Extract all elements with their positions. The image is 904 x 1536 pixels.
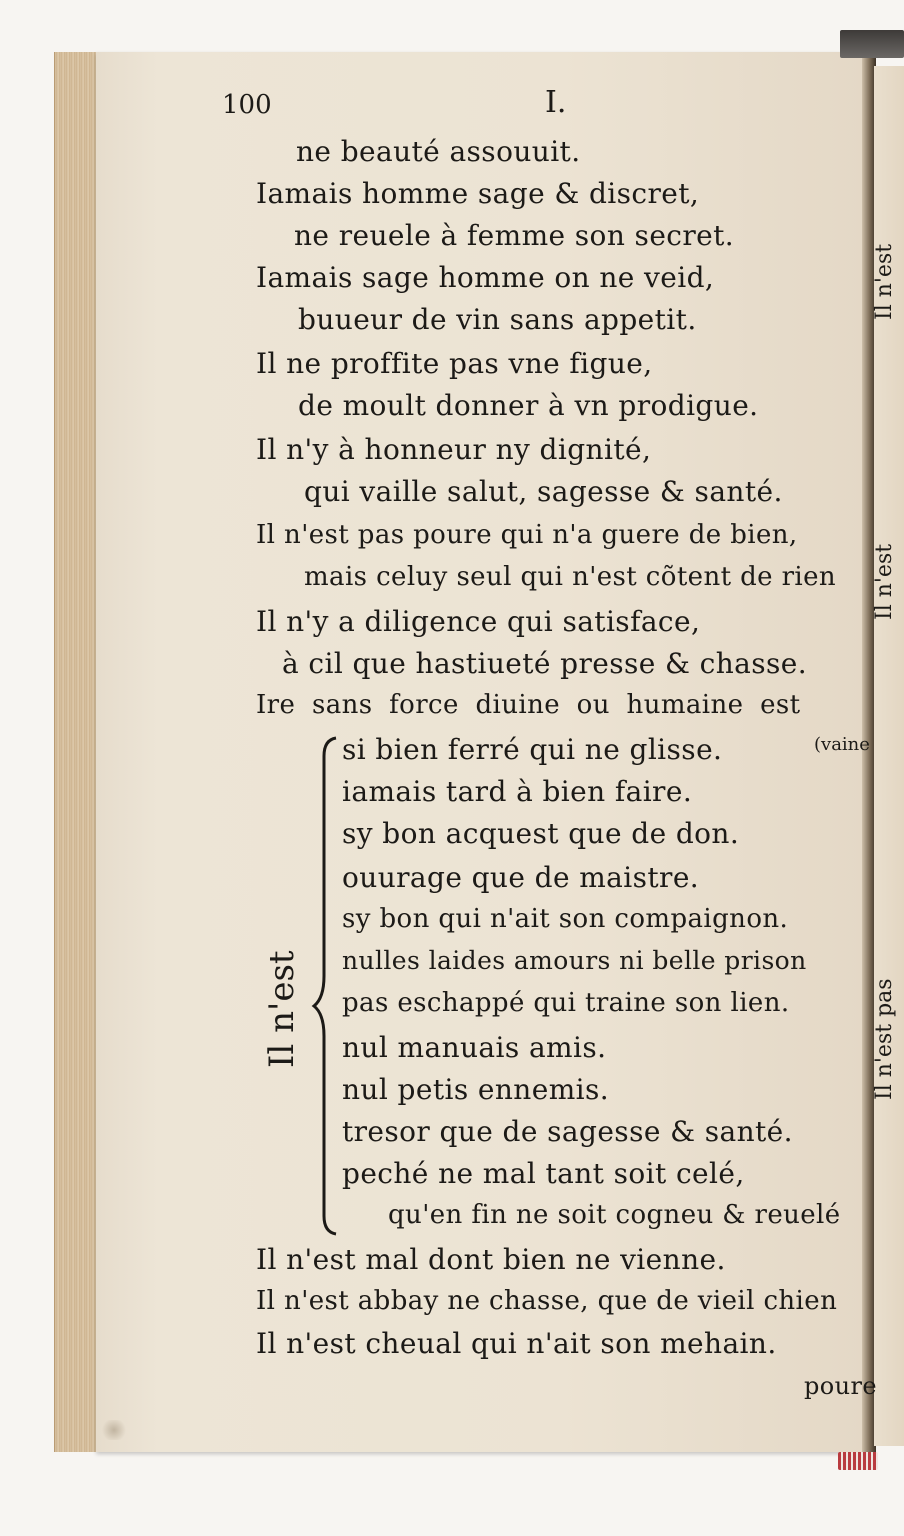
- brace-item: nul manuais amis.: [342, 1031, 607, 1064]
- running-head: I.: [545, 85, 567, 120]
- ink-stain: [100, 1420, 128, 1440]
- text-line: Ire sans force diuine ou humaine est: [256, 690, 801, 720]
- brace-item: pas eschappé qui traine son lien.: [342, 988, 790, 1018]
- text-line: Il n'est mal dont bien ne vienne.: [256, 1243, 726, 1276]
- text-line: Iamais homme sage & discret,: [256, 177, 700, 210]
- facing-marginal: Il n'est pas: [872, 978, 897, 1100]
- brace-item: iamais tard à bien faire.: [342, 775, 693, 808]
- page-number: 100: [222, 90, 272, 120]
- brace-item: peché ne mal tant soit celé,: [342, 1157, 745, 1190]
- text-line: buueur de vin sans appetit.: [298, 303, 697, 336]
- text-line: Il n'est pas poure qui n'a guere de bien,: [256, 520, 798, 550]
- facing-marginal: Il n'est: [872, 543, 897, 620]
- text-line: Il n'y à honneur ny dignité,: [256, 433, 652, 466]
- text-line: qui vaille salut, sagesse & santé.: [304, 475, 783, 508]
- facing-marginal: Il n'est: [872, 243, 897, 320]
- text-line: ne beauté assouuit.: [296, 135, 581, 168]
- text-line: à cil que hastiueté presse & chasse.: [282, 647, 808, 680]
- bookmark-ribbon: [840, 30, 904, 58]
- brace-item: si bien ferré qui ne glisse.: [342, 733, 723, 766]
- text-line: ne reuele à femme son secret.: [294, 219, 735, 252]
- catchword: poure: [804, 1372, 877, 1400]
- brace-label: Il n'est: [262, 950, 302, 1068]
- text-line: Il ne proffite pas vne figue,: [256, 347, 653, 380]
- brace-item: sy bon acquest que de don.: [342, 817, 740, 850]
- text-line: Iamais sage homme on ne veid,: [256, 261, 715, 294]
- brace-item: ouurage que de maistre.: [342, 861, 700, 894]
- brace-item: qu'en fin ne soit cogneu & reuelé: [388, 1200, 841, 1230]
- text-line: de moult donner à vn prodigue.: [298, 389, 759, 422]
- text-line: Il n'y a diligence qui satisface,: [256, 605, 701, 638]
- text-line: Il n'est cheual qui n'ait son mehain.: [256, 1327, 777, 1360]
- text-line: mais celuy seul qui n'est cõtent de rien: [304, 562, 837, 592]
- brace-item: nulles laides amours ni belle prison: [342, 946, 807, 975]
- turnover-word: (vaine: [814, 734, 870, 755]
- brace-item: sy bon qui n'ait son compaignon.: [342, 904, 789, 934]
- brace-item: nul petis ennemis.: [342, 1073, 610, 1106]
- text-line: Il n'est abbay ne chasse, que de vieil chien: [256, 1286, 838, 1316]
- brace-item: tresor que de sagesse & santé.: [342, 1115, 793, 1148]
- page-edges: [54, 52, 99, 1452]
- headband: [838, 1452, 878, 1470]
